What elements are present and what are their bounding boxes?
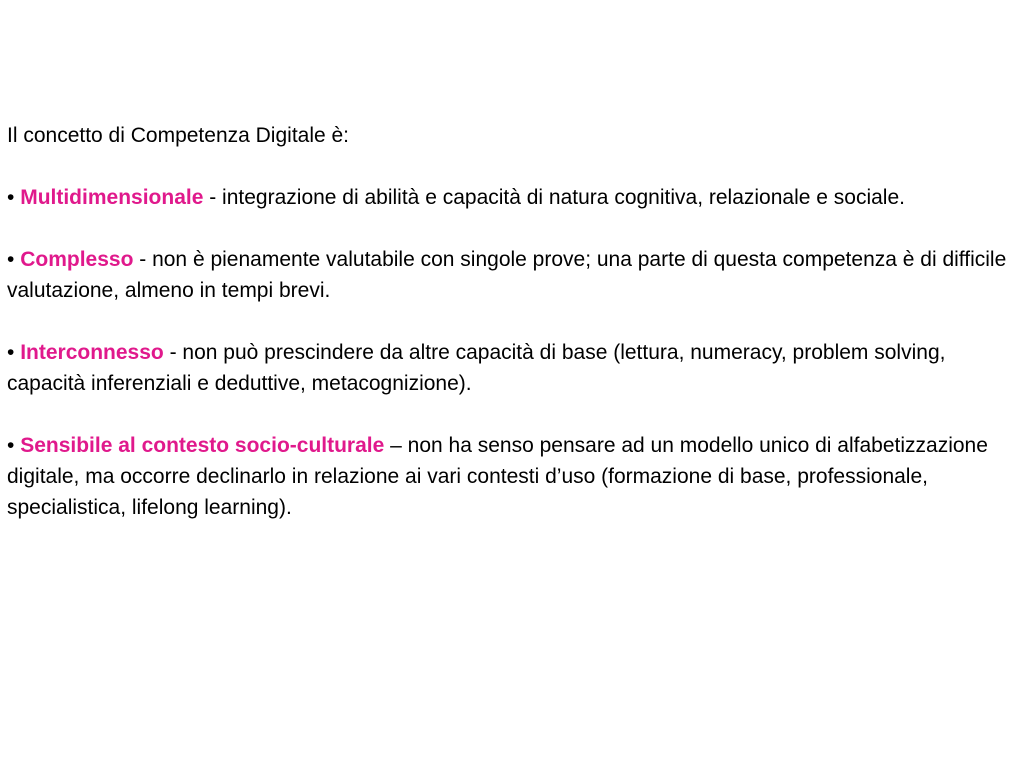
bullet-item-complesso (7, 244, 1019, 306)
slide-text-body (7, 120, 1019, 523)
bullet-description: - non può prescindere da altre capacità di base (lettura, numeracy, problem solving, capacità inferenziali e deduttive, metacognizione). (7, 341, 946, 395)
spacer (7, 306, 1019, 337)
spacer (7, 151, 1019, 182)
bullet-keyword: Multidimensionale (20, 186, 204, 209)
bullet-item-interconnesso (7, 337, 1019, 399)
bullet-symbol: • (7, 186, 15, 209)
bullet-item-sensibile (7, 430, 1019, 523)
bullet-description: – non ha senso pensare ad un modello unico di alfabetizzazione digitale, ma occorre declinarlo in relazione ai vari contesti d’uso (formazione di base, professionale, specialistica, lifelong learning). (7, 434, 988, 519)
bullet-item-multidimensionale (7, 182, 1019, 213)
spacer (7, 399, 1019, 430)
bullet-symbol: • (7, 248, 15, 271)
bullet-symbol: • (7, 341, 15, 364)
spacer (7, 213, 1019, 244)
bullet-description: - integrazione di abilità e capacità di natura cognitiva, relazionale e sociale. (209, 186, 905, 209)
bullet-keyword: Complesso (20, 248, 134, 271)
bullet-description: - non è pienamente valutabile con singole prove; una parte di questa competenza è di difficile valutazione, almeno in tempi brevi. (7, 248, 1007, 302)
bullet-symbol: • (7, 434, 15, 457)
bullet-keyword: Sensibile al contesto socio-culturale (20, 434, 385, 457)
bullet-keyword: Interconnesso (20, 341, 164, 364)
intro-text: Il concetto di Competenza Digitale è: (7, 124, 350, 147)
